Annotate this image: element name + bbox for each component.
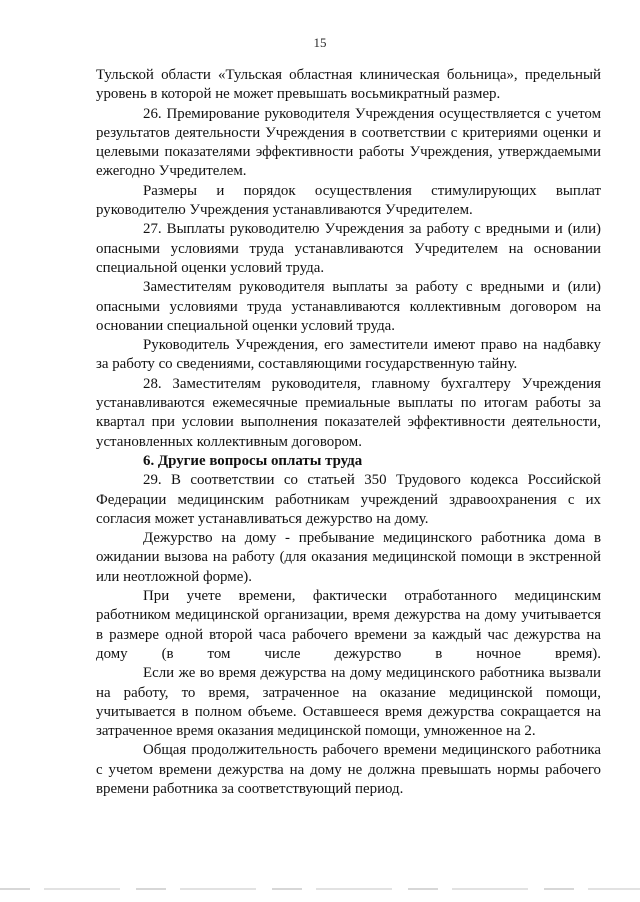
scan-edge-line xyxy=(0,888,640,890)
paragraph-29-total: Общая продолжительность рабочего времени медицинского работника с учетом времени дежурства на дому не должна превышать нормы рабочего времени работника за соответствующий период. xyxy=(96,742,601,797)
document-body xyxy=(96,66,601,799)
page-number: 15 xyxy=(313,35,327,50)
paragraph-29-accounting: При учете времени, фактически отработанного медицинским работником медицинской организации, время дежурства на дому учитывается в размере одной второй часа рабочего времени за каждый час дежурства на дому (в том числе дежурство в ночное время). xyxy=(96,588,601,662)
paragraph-continuation: Тульской области «Тульская областная клиническая больница», предельный уровень в которой не может превышать восьмикратный размер. xyxy=(96,67,601,103)
paragraph-26-stimulus: Размеры и порядок осуществления стимулирующих выплат руководителю Учреждения устанавливаются Учредителем. xyxy=(96,182,601,219)
paragraph-28: 28. Заместителям руководителя, главному бухгалтеру Учреждения устанавливаются ежемесячные премиальные выплаты по итогам работы за квартал при условии выполнения показателей эффективности деятельности, установленных коллективным договором. xyxy=(96,375,601,450)
paragraph-27: 27. Выплаты руководителю Учреждения за работу с вредными и (или) опасными условиями труда устанавливаются Учредителем на основании специальной оценки условий труда. xyxy=(96,221,601,276)
paragraph-27-deputies: Заместителям руководителя выплаты за работу с вредными и (или) опасными условиями труда устанавливаются коллективным договором на основании специальной оценки условий труда. xyxy=(96,279,601,334)
section-heading: 6. Другие вопросы оплаты труда xyxy=(143,452,363,469)
paragraph-29: 29. В соответствии со статьей 350 Трудового кодекса Российской Федерации медицинским работникам учреждений здравоохранения с их согласия может устанавливаться дежурство на дому. xyxy=(96,472,601,527)
paragraph-29-call: Если же во время дежурства на дому медицинского работника вызвали на работу, то время, затраченное на оказание медицинской помощи, учитывается в полном объеме. Оставшееся время дежурства сокращается на затраченное время оказания медицинской помощи, умноженное на 2. xyxy=(96,665,601,740)
paragraph-27-secret-allowance: Руководитель Учреждения, его заместители имеют право на надбавку за работу со сведениями, составляющими государственную тайну. xyxy=(96,337,601,373)
paragraph-29-definition: Дежурство на дому - пребывание медицинского работника дома в ожидании вызова на работу (для оказания медицинской помощи в экстренной или неотложной форме). xyxy=(96,530,601,585)
paragraph-26: 26. Премирование руководителя Учреждения осуществляется с учетом результатов деятельности Учреждения в соответствии с критериями оценки и целевыми показателями эффективности работы Учреждения, утверждаемыми ежегодно Учредителем. xyxy=(96,105,601,180)
